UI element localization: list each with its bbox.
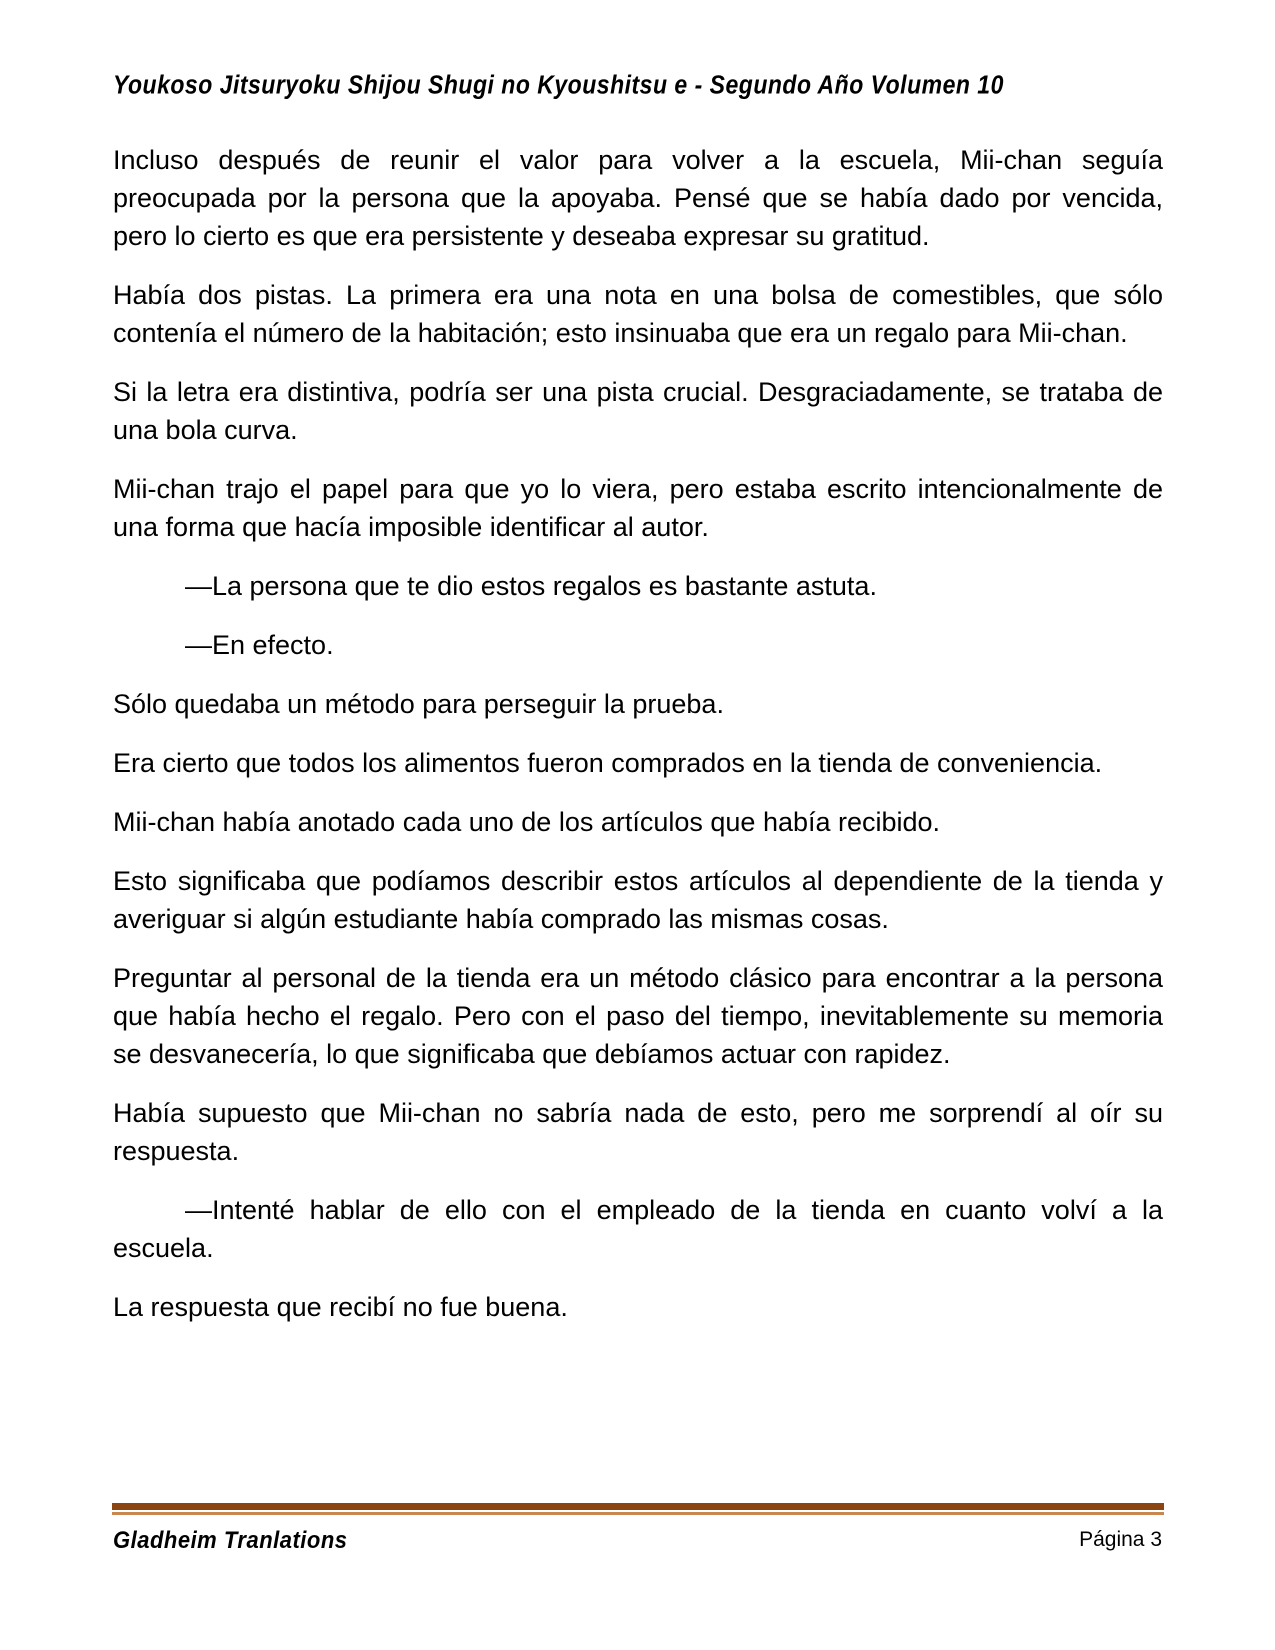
- paragraph: Sólo quedaba un método para perseguir la prueba.: [113, 689, 724, 719]
- paragraph: Incluso después de reunir el valor para volver a la escuela, Mii-chan seguía preocupada por la persona que la apoyaba. Pensé que se había dado por vencida, pero lo cierto es que era persistente y deseaba expresar su gratitud.: [113, 145, 1163, 251]
- paragraph: La respuesta que recibí no fue buena.: [113, 1292, 568, 1322]
- paragraph: Mii-chan trajo el papel para que yo lo viera, pero estaba escrito intencionalmente de una forma que hacía imposible identificar al autor.: [113, 474, 1163, 542]
- paragraph: Mii-chan había anotado cada uno de los artículos que había recibido.: [113, 807, 941, 837]
- page-header-title: Youkoso Jitsuryoku Shijou Shugi no Kyoushitsu e - Segundo Año Volumen 10: [113, 70, 1004, 100]
- paragraph: —Intenté hablar de ello con el empleado de la tienda en cuanto volví a la escuela.: [113, 1195, 1163, 1263]
- paragraph: Esto significaba que podíamos describir estos artículos al dependiente de la tienda y averiguar si algún estudiante había comprado las mismas cosas.: [113, 866, 1163, 934]
- paragraph: Había dos pistas. La primera era una nota en una bolsa de comestibles, que sólo contenía el número de la habitación; esto insinuaba que era un regalo para Mii-chan.: [113, 280, 1163, 348]
- paragraph: Era cierto que todos los alimentos fueron comprados en la tienda de conveniencia.: [113, 748, 1103, 778]
- footer-brand: Gladheim Tranlations: [113, 1526, 348, 1554]
- paragraph: —En efecto.: [185, 630, 334, 660]
- footer-divider: [112, 1503, 1164, 1515]
- paragraph: Había supuesto que Mii-chan no sabría nada de esto, pero me sorprendí al oír su respuesta.: [113, 1098, 1163, 1166]
- page-footer: [113, 1526, 1162, 1552]
- body-text: [113, 141, 1163, 1347]
- paragraph: Si la letra era distintiva, podría ser una pista crucial. Desgraciadamente, se trataba de una bola curva.: [113, 377, 1163, 445]
- footer-page-number: Página 3: [1079, 1528, 1162, 1551]
- paragraph: —La persona que te dio estos regalos es bastante astuta.: [185, 571, 877, 601]
- footer-divider-thick-line: [112, 1503, 1164, 1510]
- footer-divider-thin-line: [112, 1512, 1164, 1515]
- paragraph: Preguntar al personal de la tienda era un método clásico para encontrar a la persona que había hecho el regalo. Pero con el paso del tiempo, inevitablemente su memoria se desvanecería, lo que significaba que debíamos actuar con rapidez.: [113, 963, 1163, 1069]
